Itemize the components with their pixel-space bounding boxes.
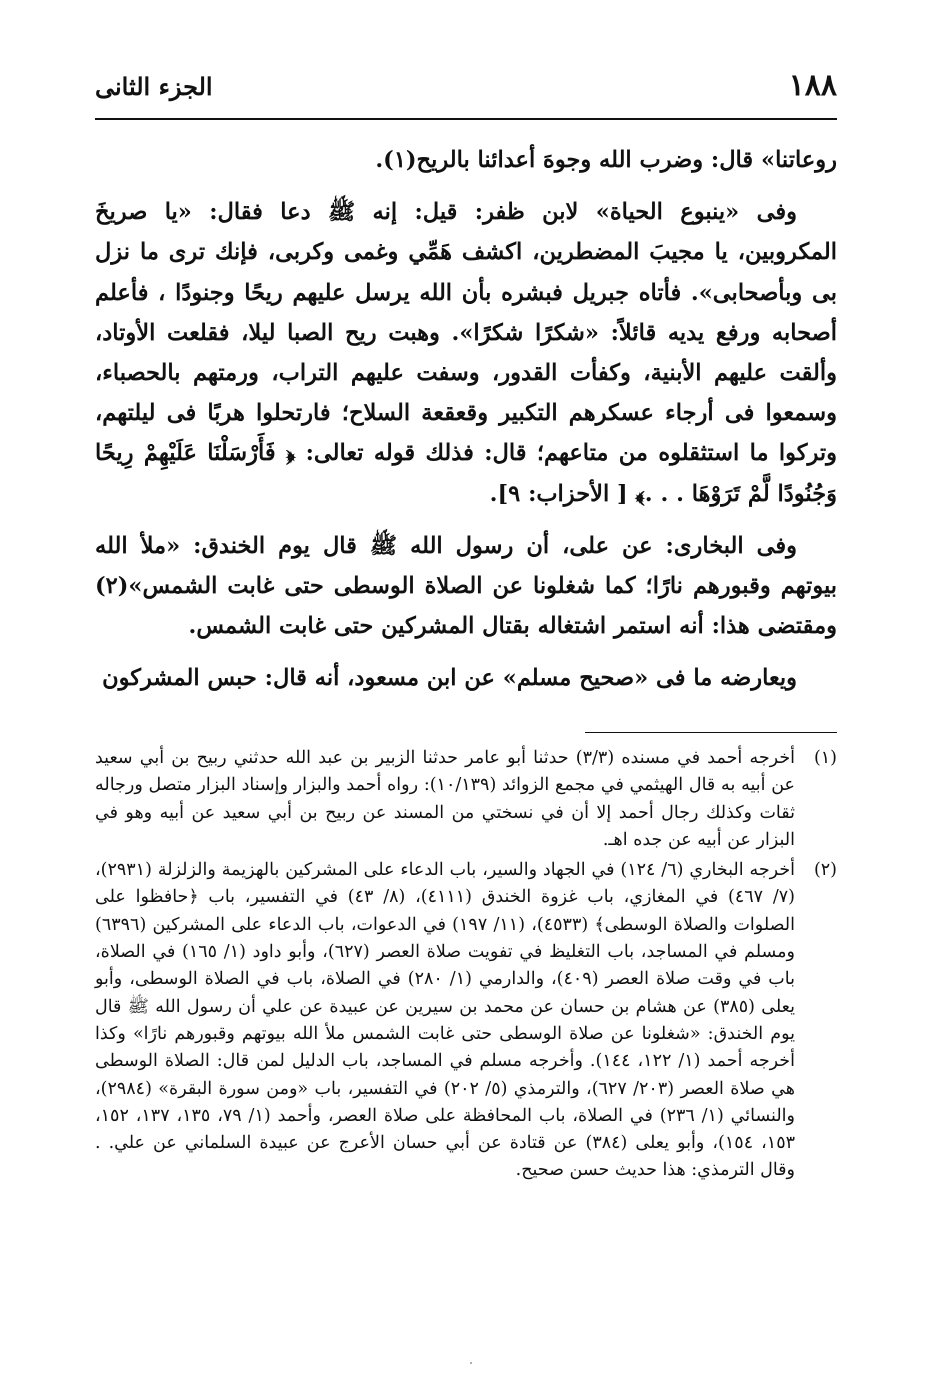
footnote-text: أخرجه أحمد في مسنده (٣/٣) حدثنا أبو عامر حدثنا الزبير بن عبد الله حدثني ربيح بن أبي سعيد عن أبيه به قال الهيثمي في مجمع الزوائد (١٠/١٣٩): رواه أحمد والبزار وإسناد البزار متصل ورجاله ثقات وكذلك رجال أحمد إلا أن في نسختي من المسند عن ربيح بن أبي سعيد عن أبيه وهو في البزار عن أبيه عن جده اهـ. <box>95 748 796 850</box>
page-header <box>95 58 837 114</box>
paragraph-1: روعاتنا» قال: وضرب الله وجوهَ أعدائنا بالريح(١). <box>375 147 837 173</box>
footnote-rule <box>585 732 837 733</box>
footnote-1 <box>95 745 837 854</box>
paragraph-2: وفى «ينبوع الحياة» لابن ظفر: قيل: إنه ﷺ دعا فقال: «يا صريخَ المكروبين، يا مجيبَ المضطرين، اكشف هَمِّي وغمى وكربى، فإنك ترى ما نزل بى وبأصحابى». فأتاه جبريل فبشره بأن الله يرسل عليهم ريحًا وجنودًا ، فأعلم أصحابه ورفع يديه قائلاً: «شكرًا شكرًا». وهبت ريح الصبا ليلا، فقلعت الأوتاد، وألقت عليهم الأبنية، وكفأت القدور، وسفت عليهم التراب، ورمتهم بالحصباء، وسمعوا فى أرجاء عسكرهم التكبير وقعقعة السلاح؛ فارتحلوا هربًا فى ليلتهم، وتركوا ما استثقلوه من متاعهم؛ قال: فذلك قوله تعالى: ﴿ فَأَرْسَلْنَا عَلَيْهِمْ رِيحًا وَجُنُودًا لَّمْ تَرَوْهَا . . .﴾ [ الأحزاب: ٩]. <box>95 199 837 507</box>
paragraph-4: ويعارضه ما فى «صحيح مسلم» عن ابن مسعود، أنه قال: حبس المشركون <box>102 665 797 692</box>
footnote-number: (١) <box>813 748 837 768</box>
paragraph-3: وفى البخارى: عن على، أن رسول الله ﷺ قال يوم الخندق: «ملأ الله بيوتهم وقبورهم نارًا؛ كما شغلونا عن الصلاة الوسطى حتى غابت الشمس»(٢) ومقتضى هذا: أنه استمر اشتغاله بقتال المشركين حتى غابت الشمس. <box>95 532 837 640</box>
header-rule <box>95 118 837 120</box>
part-title: الجزء الثانى <box>95 72 213 101</box>
page-number: ١٨٨ <box>788 68 837 103</box>
scan-speck <box>470 1362 472 1364</box>
main-text <box>95 140 837 699</box>
footnote-number: (٢) <box>813 860 837 881</box>
footnote-2 <box>95 857 837 1185</box>
footnote-text: أخرجه البخاري (٦/ ١٢٤) في الجهاد والسير، باب الدعاء على المشركين بالهزيمة والزلزلة (٢٩٣١)، (٧/ ٤٦٧) في المغازي، باب غزوة الخندق (٤١١١)، (٨/ ٤٣) في التفسير، باب ﴿حافظوا على الصلوات والصلاة الوسطى﴾ (٤٥٣٣)، (١١/ ١٩٧) في الدعوات، باب الدعاء على المشركين (٦٣٩٦) ومسلم في المساجد، باب التغليظ في تفويت صلاة العصر (٦٢٧)، وأبو داود (١/ ١٦٥) في الصلاة، باب في وقت صلاة العصر (٤٠٩)، والدارمي (١/ ٢٨٠) في الصلاة، باب في الصلاة الوسطى، وأبو يعلى (٣٨٥) عن هشام بن حسان عن محمد بن سيرين عن عبيدة عن علي أن رسول الله ﷺ قال يوم الخندق: «شغلونا عن صلاة الوسطى حتى غابت الشمس ملأ الله بيوتهم وقبورهم نارًا» وكذا أخرجه أحمد (١/ ١٢٢، ١٤٤). وأخرجه مسلم في المساجد، باب الدليل لمن قال: الصلاة الوسطى هي صلاة العصر (٢٠٣/ ٦٢٧)، والترمذي (٥/ ٢٠٢) في التفسير، باب «ومن سورة البقرة» (٢٩٨٤)، والنسائي (١/ ٢٣٦) في الصلاة، باب المحافظة على صلاة العصر، وأحمد (١/ ٧٩، ١٣٥، ١٣٧، ١٥٢، ١٥٣، ١٥٤)، وأبو يعلى (٣٨٤) عن قتادة عن أبي حسان الأعرج عن عبيدة السلماني عن علي. . وقال الترمذي: هذا حديث حسن صحيح. <box>95 860 795 1181</box>
footnotes <box>95 745 837 1188</box>
